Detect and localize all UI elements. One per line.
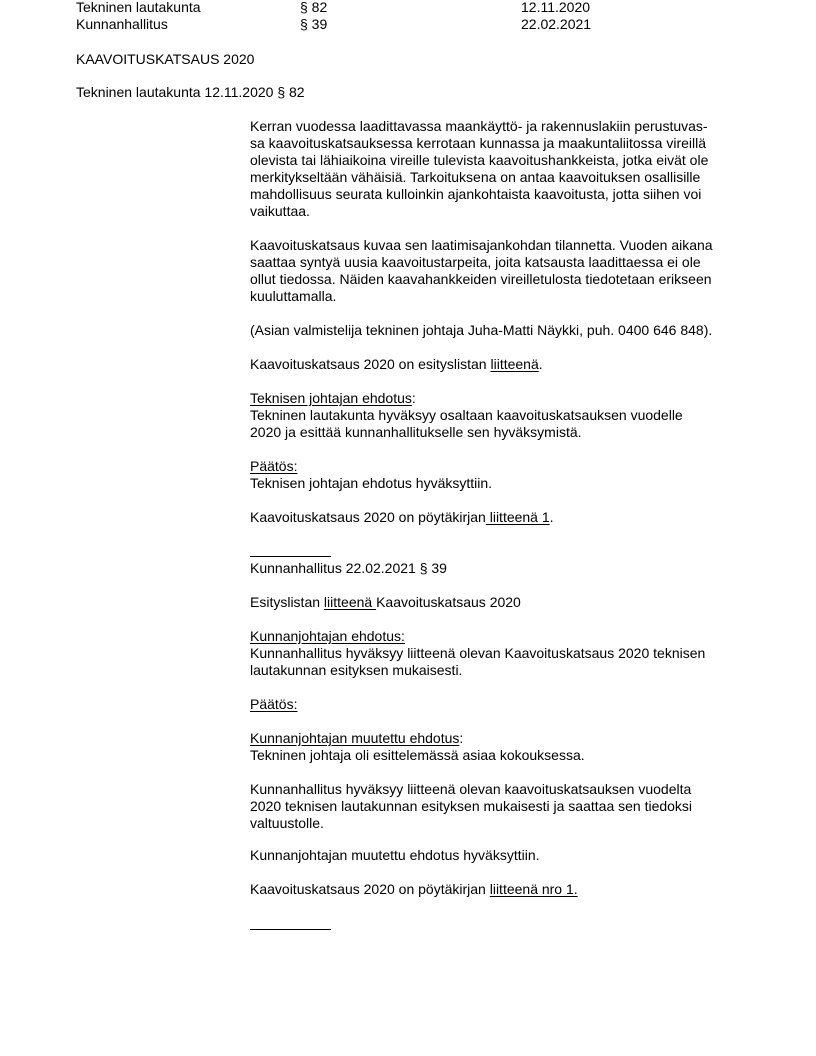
attachment-text: Kaavoituskatsaus 2020 on esityslistan	[250, 356, 491, 372]
meeting1-minutes	[250, 509, 750, 526]
modified-text: Tekninen johtaja oli esittelemässä asiaa kokouksessa.	[250, 747, 585, 763]
attachment-suffix: .	[538, 356, 543, 372]
proposal-label: Teknisen johtajan ehdotus	[250, 390, 412, 406]
meeting2-decision-text: Kunnanjohtajan muutettu ehdotus hyväksyttiin.	[250, 847, 540, 863]
text-line: vaikuttaa.	[250, 203, 310, 219]
meeting2-approval	[250, 781, 750, 832]
minutes-text: Kaavoituskatsaus 2020 on pöytäkirjan	[250, 881, 490, 897]
agenda-text: Esityslistan	[250, 594, 324, 610]
text-line: olevista tai lähiaikoina vireille tulevista kaavoitushankkeista, jotka eivät ole	[250, 152, 709, 168]
proposal-colon: :	[411, 390, 416, 406]
minutes-link[interactable]: liitteenä 1	[485, 509, 550, 525]
header-body-2: Kunnanhallitus	[76, 16, 168, 32]
end-divider	[250, 929, 331, 930]
header-section-1: § 82	[300, 0, 328, 15]
text-line: Tekninen lautakunta hyväksyy osaltaan kaavoituskatsauksen vuodelle	[250, 407, 683, 423]
section-divider	[250, 556, 331, 557]
text-line: kuuluttamalla.	[250, 288, 337, 304]
meeting1-attachment	[250, 356, 750, 373]
meeting1-heading: Tekninen lautakunta 12.11.2020 § 82	[76, 84, 305, 100]
modified-label: Kunnanjohtajan muutettu ehdotus	[250, 730, 460, 746]
meeting1-preparer: (Asian valmistelija tekninen johtaja Juha-Matti Näykki, puh. 0400 646 848).	[250, 322, 713, 338]
meeting1-intro	[250, 118, 750, 220]
proposal-label: Kunnanjohtajan ehdotus:	[250, 628, 405, 644]
meeting2-proposal	[250, 628, 750, 679]
minutes-link[interactable]: liitteenä nro 1.	[489, 881, 578, 897]
meeting2-agenda	[250, 594, 750, 611]
header-body-1: Tekninen lautakunta	[76, 0, 201, 15]
minutes-suffix: .	[549, 509, 554, 525]
agenda-link[interactable]: liitteenä	[323, 594, 377, 610]
meeting1-proposal	[250, 390, 750, 441]
decision-label: Päätös:	[250, 696, 298, 712]
decision-text: Teknisen johtajan ehdotus hyväksyttiin.	[250, 475, 493, 491]
text-line: Kerran vuodessa laadittavassa maankäyttö- ja rakennuslakiin perustuvas-	[250, 118, 708, 134]
text-line: 2020 ja esittää kunnanhallitukselle sen hyväksymistä.	[250, 424, 582, 440]
header-date-1: 12.11.2020	[521, 0, 591, 15]
header-date-2: 22.02.2021	[521, 16, 592, 32]
text-line: Kunnanhallitus hyväksyy liitteenä olevan Kaavoituskatsaus 2020 teknisen	[250, 645, 706, 661]
meeting2-heading: Kunnanhallitus 22.02.2021 § 39	[250, 560, 447, 576]
text-line: mahdollisuus seurata kulloinkin ajankohtaista kaavoitusta, jotta siihen voi	[250, 186, 702, 202]
text-line: lautakunnan esityksen mukaisesti.	[250, 662, 463, 678]
agenda-suffix: Kaavoituskatsaus 2020	[376, 594, 521, 610]
meeting2-modified-proposal	[250, 730, 750, 764]
text-line: Kaavoituskatsaus kuvaa sen laatimisajankohdan tilannetta. Vuoden aikana	[250, 237, 713, 253]
meeting1-decision	[250, 458, 750, 492]
text-line: valtuustolle.	[250, 815, 324, 831]
minutes-text: Kaavoituskatsaus 2020 on pöytäkirjan	[250, 509, 486, 525]
text-line: Kunnanhallitus hyväksyy liitteenä olevan kaavoituskatsauksen vuodelta	[250, 781, 692, 797]
header-section-2: § 39	[300, 16, 328, 32]
text-line: ollut tiedossa. Näiden kaavahankkeiden vireilletulosta tiedotetaan erikseen	[250, 271, 712, 287]
text-line: 2020 teknisen lautakunnan esityksen mukaisesti ja saattaa sen tiedoksi	[250, 798, 693, 814]
meeting2-decision-label	[250, 696, 750, 713]
text-line: saattaa syntyä uusia kaavoitustarpeita, joita katsausta laadittaessa ei ole	[250, 254, 701, 270]
decision-label: Päätös:	[250, 458, 298, 474]
text-line: sa kaavoituskatsauksessa kerrotaan kunnassa ja maakuntaliitossa vireillä	[250, 135, 707, 151]
meeting2-minutes	[250, 881, 750, 898]
meeting1-status	[250, 237, 750, 305]
document-title: KAAVOITUSKATSAUS 2020	[76, 51, 255, 67]
modified-colon: :	[459, 730, 464, 746]
attachment-link[interactable]: liitteenä	[490, 356, 539, 372]
text-line: merkitykseltään vähäisiä. Tarkoituksena on antaa kaavoituksen osallisille	[250, 169, 701, 185]
